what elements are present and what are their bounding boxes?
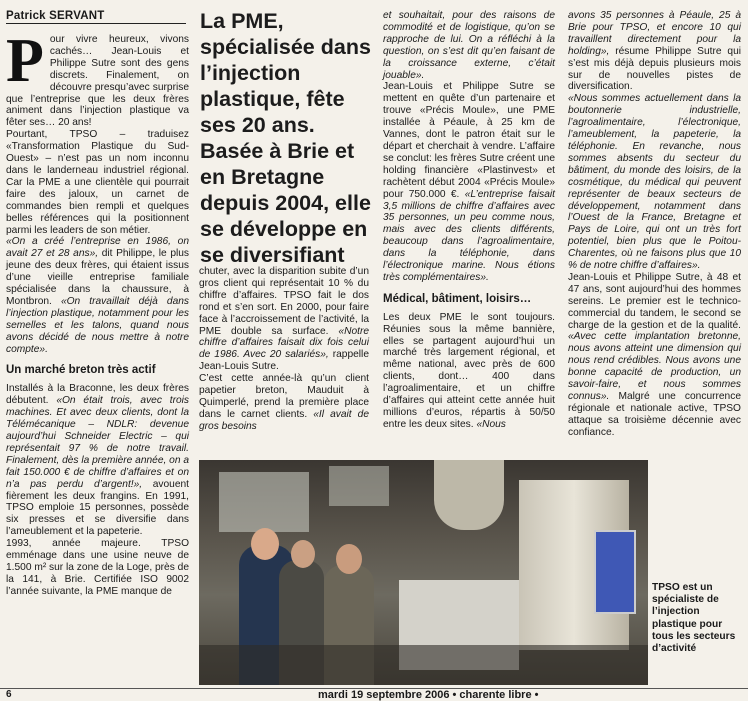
col2-p2b: «Il avait de gros besoins	[199, 408, 369, 432]
column-2	[199, 266, 369, 433]
col1-p3-quote2: «On travaillait déjà dans l’injection plastique, notamment pour les semelles et les talons, quand nous avons décidé de nous mettre à notre compte».	[6, 295, 189, 355]
subhead-marche-breton: Un marché breton très actif	[6, 364, 156, 377]
page-footer	[0, 688, 748, 700]
col2-p1c: rappelle Jean-Louis Sutre.	[199, 349, 369, 373]
col4-p2: «Nous sommes actuellement dans la boutonnerie industrielle, l’agroalimentaire, l’électronique, l’ameublement, la papeterie, la téléphonie. En revanche, nous sommes absents du secteur du bâtiment, du monde des loisirs, de la cosmétique, du médical qui peuvent représenter de beaux secteurs de développement, notamment dans l’Ouest de la France, Bretagne et Pays de Loire, qui ont un très fort potentiel, bien plus que le Poitou-Charentes, où ne faisons plus que 10 % de notre chiffre d’affaires».	[568, 93, 741, 272]
column-4	[568, 10, 741, 439]
col3-p2b: «L’entreprise faisait 3,5 millions de chiffre d’affaires avec 35 personnes, un peu comme nous, mais avec des clients différents, beaucoup dans l’agroalimentaire, dans la téléphonie, dans l’électronique marine. Nous étions très complémentaires».	[383, 188, 555, 283]
col1-p1: our vivre heureux, vivons cachés… Jean-Louis et Philippe Sutre sont des gens discrets. Finalement, on découvre presqu’avec surprise que l’entreprise que les deux frères animent dans l’injection plastique va fêter ses… 20 ans!	[6, 34, 189, 129]
col2-p1a: chuter, avec la disparition subite d’un gros client qui représentait 10 % du chiffre d’affaires. TPSO fait le dos rond et s’en sort. En 2000, pour faire face à l’accroissement de l’activité, la PME double sa surface.	[199, 266, 369, 337]
col1-p4b: «On était trois, avec trois machines. Et avec deux clients, dont la Télémécanique – NDLR: devenue aujourd’hui Schneider Electric – qui représentait 97 % de notre travail. Finalement, dès la première année, on a fait 150.000 € de chiffre d’affaires et on n’a pas perdu d’argent!»,	[6, 395, 189, 490]
col4-p1b: résume Philippe Sutre qui s’est mis déjà depuis plusieurs mois sur de nouvelles pistes de diversification.	[568, 45, 741, 93]
photo-control-panel	[594, 530, 636, 614]
col3-p2a: Jean-Louis et Philippe Sutre se mettent en quête d’un partenaire et trouve «Précis Moule», une PME installée à Péaule, à 25 km de Vannes, dont le patron était sur le départ et cherchait à vendre. L’affaire se conclut: les frères Sutre créent une holding financière «Plastinvest» et rachètent début 2004 «Précis Moule» pour 750.000 €.	[383, 81, 555, 200]
photo-window	[219, 472, 309, 532]
factory-photo	[199, 460, 648, 685]
col4-p3b: «Avec cette implantation bretonne, nous avons atteint une dimension qui nous rend crédibles. Nous avons une bonne capacité de production, un savoir-faire, et nous sommes connus».	[568, 331, 741, 402]
photo-person-head	[336, 544, 362, 574]
photo-floor	[199, 645, 648, 685]
col3-p3b: «Nous	[476, 418, 506, 430]
dropcap-letter: P	[6, 27, 44, 95]
col4-p3c: Malgré une concurrence régionale et nationale active, TPSO attaque sa troisième décennie avec confiance.	[568, 391, 741, 438]
col2-p2a: C’est cette année-là qu’un client papetier breton, Mauduit à Quimperlé, prend la première place dans le carnet clients.	[199, 373, 369, 420]
col3-p3a: Les deux PME le sont toujours. Réunies sous la même bannière, elles se partagent aujourd’hui un marché très largement régional, et même national, avec près de 600 clients, dont… 400 dans l’agroalimentaire, et un chiffre d’affaires qui atteint cette année huit millions d’euros, répartis à 50/50 entre les deux sites.	[383, 311, 555, 430]
photo-hopper	[434, 460, 504, 530]
author-byline: Patrick SERVANT	[6, 10, 186, 24]
col4-p1a: avons 35 personnes à Péaule, 25 à Brie pour TPSO, et encore 10 qui travaillent directement pour la holding»,	[568, 10, 741, 57]
col1-p4c: avouent fièrement les deux frangins. En 1991, TPSO emploie 15 personnes, possède six presses et se diversifie dans l’ameublement et la papeterie.	[6, 478, 189, 538]
photo-person-head	[291, 540, 315, 568]
col1-p5: 1993, année majeure. TPSO emménage dans une usine neuve de 1.500 m² sur la zone de la Loge, près de la 141, à Brie. Certifiée ISO 9002 l’année suivante, la PME manque de	[6, 538, 189, 597]
photo-person-head	[251, 528, 279, 560]
subhead-medical: Médical, bâtiment, loisirs…	[383, 292, 532, 305]
col1-p3-quote: «On a créé l’entreprise en 1986, on avait 27 et 28 ans»,	[6, 236, 189, 260]
column-1	[6, 27, 190, 598]
photo-window	[329, 466, 389, 506]
photo-caption: TPSO est un spécialiste de l’injection plastique pour tous les secteurs d’activité	[652, 582, 736, 655]
col1-p2: Pourtant, TPSO – traduisez «Transformation Plastique du Sud-Ouest» – n’est pas un nom inconnu dans le landerneau industriel régional. Car la PME a une clientèle qui pourrait faire des jaloux, un carnet de commandes bien rempli et quelques belles références qui la positionnent parmi les leaders de son métier.	[6, 129, 189, 236]
col1-p3-rest: dit Philippe, le plus jeune des deux frères, qui étaient issus d’une vieille entreprise familiale spécialisée dans la chaussure, à Montbron.	[6, 248, 190, 307]
page-number: 6	[6, 689, 12, 700]
col2-p1b: «Notre chiffre d’affaires faisait dix fois celui de 1986. Avec 20 salariés»,	[199, 325, 369, 361]
col3-p1: et souhaitait, pour des raisons de commodité et de logistique, qu’on se rapproche de lui. On a réfléchi à la question, on s’est dit qu’en faisant de la croissance externe, c’était jouable».	[383, 10, 555, 81]
col4-p3a: Jean-Louis et Philippe Sutre, à 48 et 47 ans, sont aujourd’hui des hommes sereins. Le premier est le technico-commercial du tandem, le second se charge de la gestion et de la qualité.	[568, 271, 741, 331]
col1-p4a: Installés à la Braconne, les deux frères débutent.	[6, 383, 189, 407]
column-3	[383, 10, 555, 431]
footer-date-publication: mardi 19 septembre 2006 • charente libre •	[318, 689, 539, 701]
article-headline: La PME, spécialisée dans l’injection plastique, fête ses 20 ans. Basée à Brie et en Bretagne depuis 2004, elle se développe en se diversifiant	[200, 9, 371, 267]
